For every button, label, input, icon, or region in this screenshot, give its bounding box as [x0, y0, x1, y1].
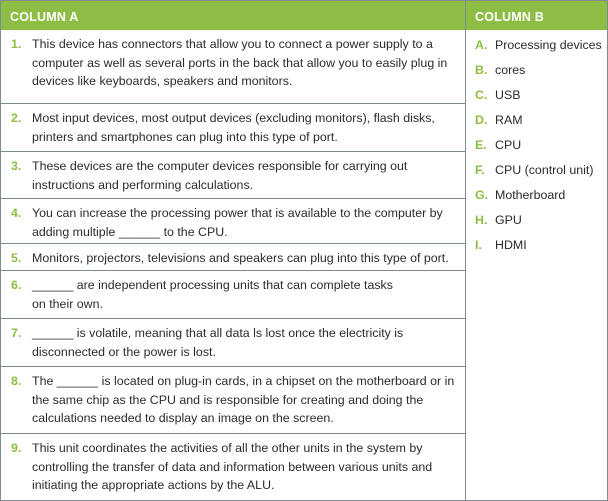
column-b-item — [475, 36, 602, 54]
item-letter: D. — [475, 113, 488, 127]
column-b-item — [475, 61, 525, 79]
column-a-row — [1, 318, 465, 366]
item-letter: H. — [475, 213, 488, 227]
column-b-item — [475, 111, 523, 129]
column-b-item — [475, 136, 521, 154]
column-a-row — [1, 30, 465, 103]
item-letter: E. — [475, 138, 487, 152]
item-number: 7. — [11, 326, 22, 340]
item-number: 6. — [11, 278, 22, 292]
column-a-row — [1, 243, 465, 270]
column-a-row — [1, 366, 465, 433]
column-a-row — [1, 433, 465, 499]
item-text: CPU — [495, 138, 522, 152]
item-text: Monitors, projectors, televisions and speakers can plug into this type of port. — [32, 251, 449, 265]
item-number: 5. — [11, 251, 22, 265]
item-text: Most input devices, most output devices (excluding monitors), flash disks, printers and smartphones can plug into this type of port. — [32, 111, 435, 144]
item-letter: G. — [475, 188, 489, 202]
column-b-item — [475, 86, 520, 104]
column-b-heading: COLUMN B — [475, 10, 544, 24]
item-text: USB — [495, 88, 521, 102]
item-letter: B. — [475, 63, 488, 77]
table-header — [1, 1, 607, 30]
item-letter: A. — [475, 38, 488, 52]
item-letter: F. — [475, 163, 485, 177]
item-text: Motherboard — [495, 188, 566, 202]
item-number: 2. — [11, 111, 22, 125]
column-a-row — [1, 198, 465, 243]
column-a-row — [1, 103, 465, 151]
item-text: CPU (control unit) — [495, 163, 594, 177]
column-b-item — [475, 236, 527, 254]
item-text: GPU — [495, 213, 522, 227]
column-divider — [465, 1, 466, 500]
item-text: HDMI — [495, 238, 527, 252]
item-number: 8. — [11, 374, 22, 388]
item-letter: I. — [475, 238, 482, 252]
item-text: ______ is volatile, meaning that all data ls lost once the electricity is disconnected or the power is lost. — [32, 326, 404, 359]
column-a-row — [1, 270, 465, 318]
column-a-list — [1, 30, 465, 499]
item-text: Processing devices — [495, 38, 602, 52]
item-text: ______ are independent processing units that can complete tasks on their own. — [32, 278, 393, 311]
item-text: This unit coordinates the activities of all the other units in the system by controlling the transfer of data and information between various units and initiating the appropriate actions by the ALU. — [32, 441, 433, 492]
item-text: These devices are the computer devices responsible for carrying out instructions and performing calculations. — [32, 159, 408, 192]
item-number: 9. — [11, 441, 22, 455]
item-text: RAM — [495, 113, 523, 127]
item-number: 3. — [11, 159, 22, 173]
item-letter: C. — [475, 88, 488, 102]
item-number: 4. — [11, 206, 22, 220]
item-text: You can increase the processing power that is available to the computer by adding multiple ______ to the CPU. — [32, 206, 443, 239]
item-number: 1. — [11, 37, 22, 51]
column-b-item — [475, 186, 565, 204]
column-a-heading: COLUMN A — [10, 10, 79, 24]
column-b-item — [475, 211, 522, 229]
item-text: The ______ is located on plug-in cards, in a chipset on the motherboard or in the same chip as the CPU and is responsible for creating and doing the calculations needed to display an image on the screen. — [32, 374, 455, 425]
item-text: This device has connectors that allow you to connect a power supply to a computer as well as several ports in the back that allow you to easily plug in devices like keyboards, speakers and monitors. — [32, 37, 448, 88]
column-b-item — [475, 161, 593, 179]
item-text: cores — [495, 63, 526, 77]
column-a-row — [1, 151, 465, 198]
